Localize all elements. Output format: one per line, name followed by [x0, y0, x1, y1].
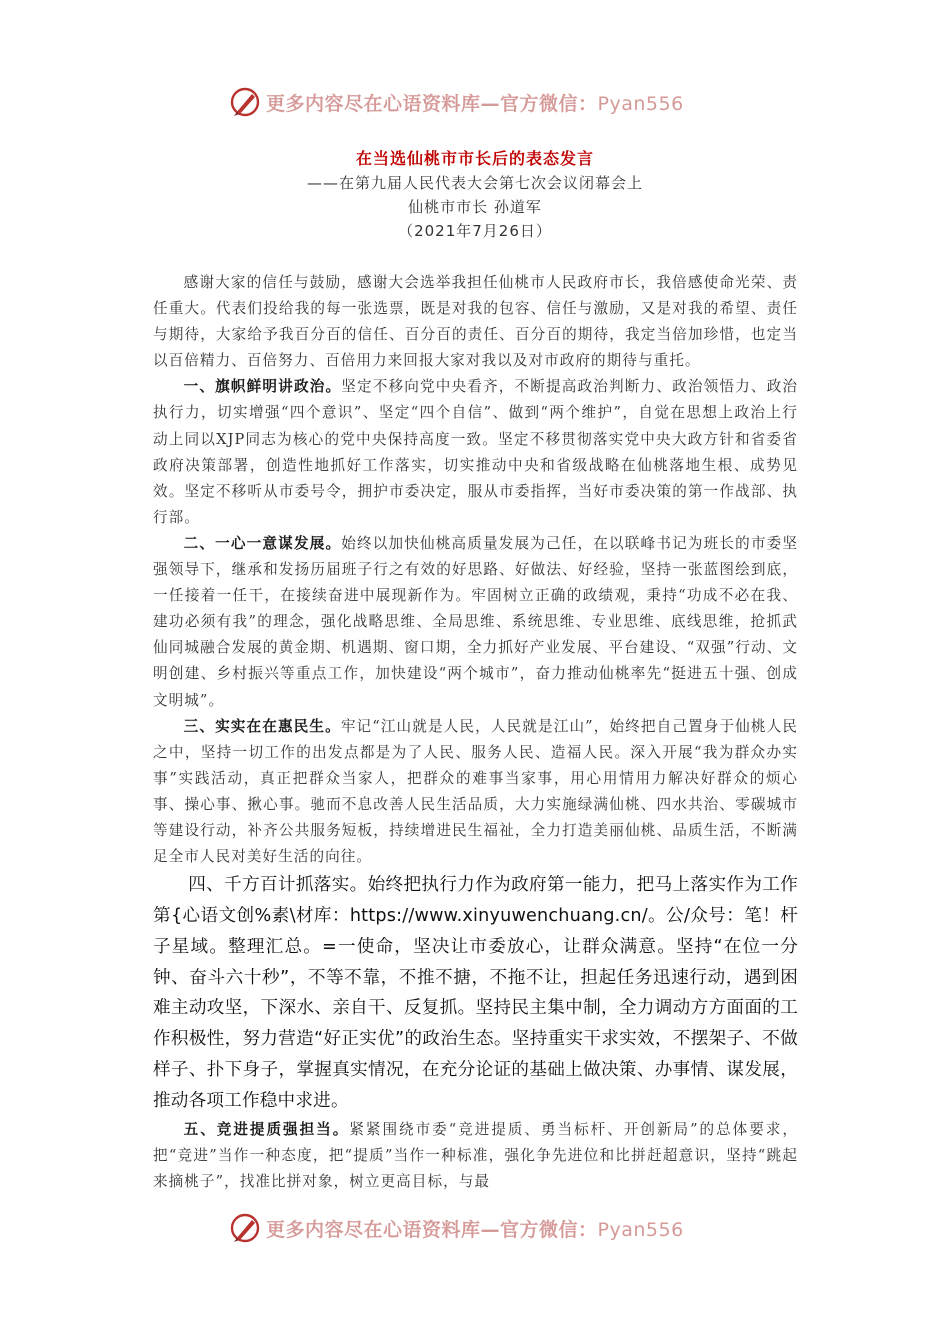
document-author: 仙桃市市长 孙道军: [408, 198, 542, 216]
section-heading: 三、实实在在惠民生。: [183, 717, 341, 735]
section-heading: 一、旗帜鲜明讲政治。: [183, 378, 342, 396]
footer-banner: [228, 1208, 728, 1248]
document-title: 在当选仙桃市市长后的表态发言: [355, 149, 594, 168]
paragraph-section-4: 四、千方百计抓落实。始终把执行力作为政府第一能力，把马上落实作为工作第{心语文创%素\材库：https://www.xinyuwenchuang.cn/。公/众号：笔！杆子星域。整理汇总。=一使命，坚决让市委放心，让群众满意。坚持“在位一分钟、奋斗六十秒”，不等不靠，不推不搪，不拖不让，担起任务迅速行动，遇到困难主动攻坚，下深水、亲自干、反复抓。坚持民主集中制，全力调动方方面面的工作积极性，努力营造“好正实优”的政治生态。坚持重实干求实效，不摆架子、不做样子、扑下身子，掌握真实情况，在充分论证的基础上做决策、办事情、谋发展，推动各项工作稳中求进。: [153, 875, 798, 1111]
paragraph-section-1: 一、旗帜鲜明讲政治。坚定不移向党中央看齐，不断提高政治判断力、政治领悟力、政治执行力，切实增强“四个意识”、坚定“四个自信”、做到“两个维护”，自觉在思想上政治上行动上同以XJP同志为核心的党中央保持高度一致。坚定不移贯彻落实党中央大政方针和省委省政府决策部署，创造性地抓好工作落实，切实推动中央和省级战略在仙桃落地生根、成势见效。坚定不移听从市委号令，拥护市委决定，服从市委指挥，当好市委决策的第一作战部、执行部。: [153, 378, 798, 526]
pen-logo-icon: [228, 1211, 262, 1245]
banner-text: 更多内容尽在心语资料库—官方微信：Pyan556: [266, 92, 684, 115]
pen-logo-icon: [228, 85, 262, 119]
document-subtitle: ——在第九届人民代表大会第七次会议闭幕会上: [306, 174, 643, 192]
section-heading: 五、竞进提质强担当。: [183, 1120, 350, 1138]
section-heading: 二、一心一意谋发展。: [183, 534, 342, 552]
document-date: （2021年7月26日）: [398, 222, 552, 240]
header-banner: [228, 82, 728, 122]
paragraph-section-3: 三、实实在在惠民生。牢记“江山就是人民，人民就是江山”，始终把自己置身于仙桃人民之中，坚持一切工作的出发点都是为了人民、服务人民、造福人民。深入开展“我为群众办实事”实践活动，真正把群众当家人，把群众的难事当家事，用心用情用力解决好群众的烦心事、操心事、揪心事。驰而不息改善人民生活品质，大力实施绿满仙桃、四水共治、零碳城市等建设行动，补齐公共服务短板，持续增进民生福祉，全力打造美丽仙桃、品质生活，不断满足全市人民对美好生活的向往。: [153, 717, 798, 866]
wechat-id: Pyan556: [597, 92, 684, 115]
banner-text: 更多内容尽在心语资料库—官方微信：Pyan556: [266, 1218, 684, 1241]
paragraph-section-5: 五、竞进提质强担当。紧紧围绕市委“竞进提质、勇当标杆、开创新局”的总体要求，把“竞进”当作一种态度，把“提质”当作一种标准，强化争先进位和比拼赶超意识，坚持“跳起来摘桃子”，找准比拼对象，树立更高目标，与最: [153, 1120, 798, 1190]
paragraph-intro: 感谢大家的信任与鼓励，感谢大会选举我担任仙桃市人民政府市长，我倍感使命光荣、责任重大。代表们投给我的每一张选票，既是对我的包容、信任与激励，又是对我的希望、责任与期待，大家给予我百分百的信任、百分百的责任、百分百的期待，我定当倍加珍惜，也定当以百倍精力、百倍努力、百倍用力来回报大家对我以及对市政府的期待与重托。: [153, 274, 798, 370]
paragraph-section-2: 二、一心一意谋发展。始终以加快仙桃高质量发展为己任，在以联峰书记为班长的市委坚强领导下，继承和发扬历届班子行之有效的好思路、好做法、好经验，坚持一张蓝图绘到底，一任接着一任干，在接续奋进中展现新作为。牢固树立正确的政绩观，秉持“功成不必在我、建功必须有我”的理念，强化战略思维、全局思维、系统思维、专业思维、底线思维，抢抓武仙同城融合发展的黄金期、机遇期、窗口期，全力抓好产业发展、平台建设、“双强”行动、文明创建、乡村振兴等重点工作，加快建设“两个城市”，奋力推动仙桃率先“挺进五十强、创成文明城”。: [153, 534, 798, 709]
document-body: [153, 270, 798, 1195]
wechat-id: Pyan556: [597, 1218, 684, 1241]
